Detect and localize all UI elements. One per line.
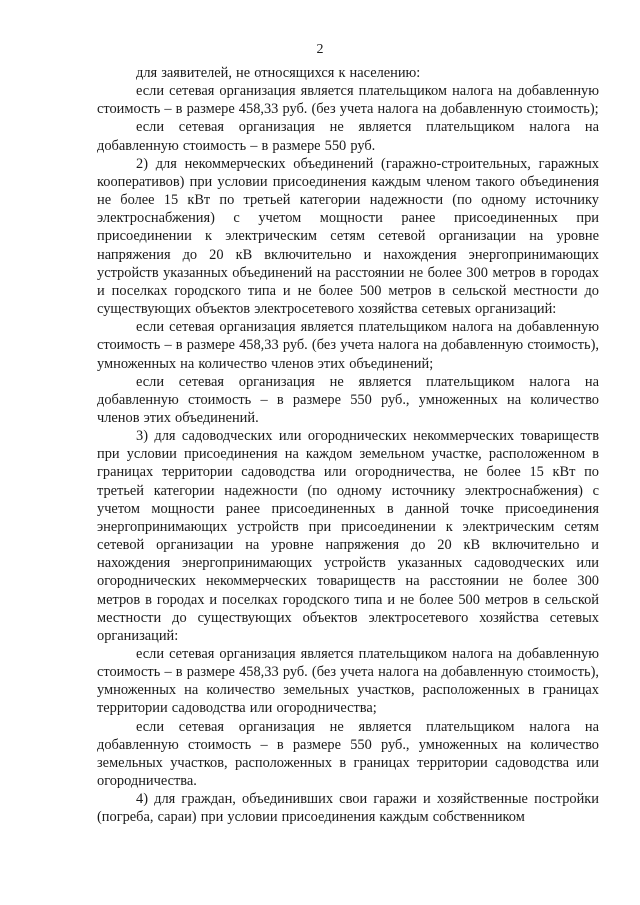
paragraph: если сетевая организация не является плательщиком налога на добавленную стоимость – в размере 550 руб., умноженных на количество земельных участков, расположенных в границах территории садоводства или огородничества. bbox=[97, 718, 599, 790]
paragraph: если сетевая организация является плательщиком налога на добавленную стоимость – в размере 458,33 руб. (без учета налога на добавленную стоимость); bbox=[97, 83, 599, 118]
paragraph: 2) для некоммерческих объединений (гаражно-строительных, гаражных кооперативов) при условии присоединения каждым членом такого объединения не более 15 кВт по третьей категории надежности (по одному источнику электроснабжения) с учетом мощности ранее присоединенных при присоединении к электрическим сетям сетевой организации на уровне напряжения до 20 кВ включительно и нахождения энергопринимающих устройств указанных объединений на расстоянии не более 300 метров в городах и поселках городского типа и не более 500 метров в сельской местности до существующих объектов электросетевого хозяйства сетевых организаций: bbox=[97, 155, 599, 318]
paragraph: если сетевая организация не является плательщиком налога на добавленную стоимость – в размере 550 руб., умноженных на количество членов этих объединений. bbox=[97, 373, 599, 426]
paragraph: если сетевая организация не является плательщиком налога на добавленную стоимость – в размере 550 руб. bbox=[97, 119, 599, 154]
document-body bbox=[97, 64, 599, 827]
paragraph: для заявителей, не относящихся к населению: bbox=[136, 65, 421, 81]
paragraph: 4) для граждан, объединивших свои гаражи и хозяйственные постройки (погреба, сараи) при условии присоединения каждым собственником bbox=[97, 791, 599, 826]
paragraph: 3) для садоводческих или огороднических некоммерческих товариществ при условии присоединения на каждом земельном участке, расположенном в границах территории садоводства или огородничества, не более 15 кВт по третьей категории надежности (по одному источнику электроснабжения) с учетом мощности ранее присоединенных в данной точке присоединения энергопринимающих устройств при присоединении к электрическим сетям сетевой организации на уровне напряжения до 20 кВ включительно и нахождения энергопринимающих устройств указанных садоводческих или огороднических некоммерческих товариществ на расстоянии не более 300 метров в городах и поселках городского типа и не более 500 метров в сельской местности до существующих объектов электросетевого хозяйства сетевых организаций: bbox=[97, 428, 599, 644]
paragraph: если сетевая организация является плательщиком налога на добавленную стоимость – в размере 458,33 руб. (без учета налога на добавленную стоимость), умноженных на количество членов этих объединений; bbox=[97, 319, 599, 372]
page-number: 2 bbox=[316, 42, 324, 57]
paragraph: если сетевая организация является плательщиком налога на добавленную стоимость – в размере 458,33 руб. (без учета налога на добавленную стоимость), умноженных на количество земельных участков, расположенных в границах территории садоводства или огородничества; bbox=[97, 646, 599, 717]
